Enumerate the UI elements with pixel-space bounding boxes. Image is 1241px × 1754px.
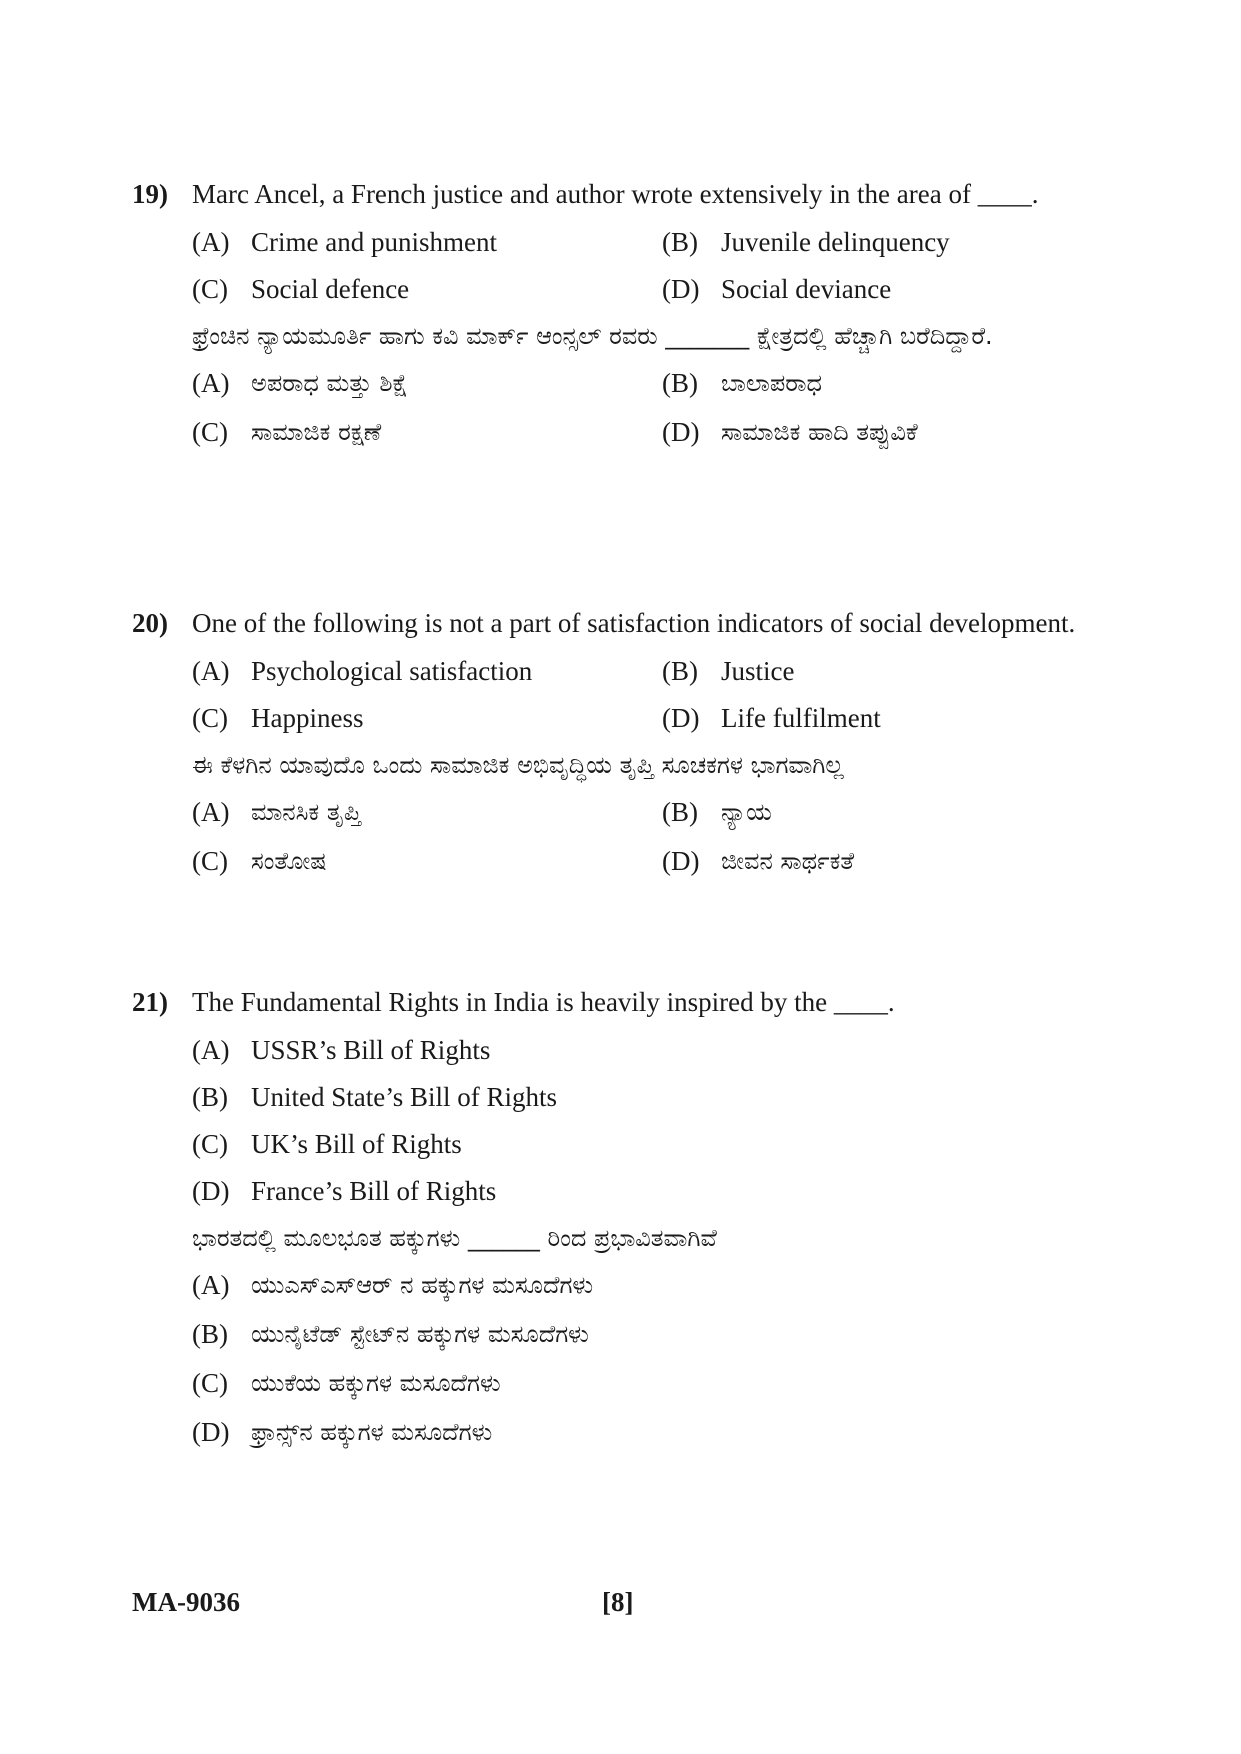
option-d-kannada xyxy=(662,844,1132,878)
option-c-kannada xyxy=(192,844,662,878)
question-20 xyxy=(132,606,1132,878)
option-text: Crime and punishment xyxy=(251,227,497,257)
option-text: United State’s Bill of Rights xyxy=(251,1082,558,1112)
option-label: (A) xyxy=(192,227,230,257)
option-text: Psychological satisfaction xyxy=(251,656,533,686)
option-label: (C) xyxy=(192,1368,228,1398)
option-b xyxy=(192,1080,1092,1114)
option-label: (A) xyxy=(192,368,230,398)
option-label: (D) xyxy=(192,1417,230,1447)
option-text: USSR’s Bill of Rights xyxy=(251,1035,491,1065)
option-label: (A) xyxy=(192,656,230,686)
option-text: ಯುಕೆಯ ಹಕ್ಕುಗಳ ಮಸೂದೆಗಳು xyxy=(251,1369,501,1397)
option-label: (C) xyxy=(192,846,228,876)
option-text: ಸಾಮಾಜಿಕ ರಕ್ಷಣೆ xyxy=(251,418,382,446)
option-label: (A) xyxy=(192,797,230,827)
option-a xyxy=(192,225,662,259)
option-text: ಬಾಲಾಪರಾಧ xyxy=(721,369,822,397)
option-label: (D) xyxy=(662,417,700,447)
option-d-kannada xyxy=(662,415,1132,449)
option-d xyxy=(662,272,1132,306)
option-label: (C) xyxy=(192,274,228,304)
option-text: Social defence xyxy=(251,274,410,304)
option-c xyxy=(192,1127,1092,1161)
page-number: [8] xyxy=(602,1587,634,1617)
question-21 xyxy=(132,985,1132,1449)
option-a-kannada xyxy=(192,366,662,400)
option-c-kannada xyxy=(192,1366,1092,1400)
option-label: (C) xyxy=(192,703,228,733)
option-text: Justice xyxy=(721,656,795,686)
question-text-kannada: ಫ್ರೆಂಚಿನ ನ್ಯಾಯಮೂರ್ತಿ ಹಾಗು ಕವಿ ಮಾರ್ಕ್ ಆಂನ್ಸಲ್ ರವರು _______ ಕ್ಷೇತ್ರದಲ್ಲಿ ಹೆಚ್ಚಾಗಿ ಬರೆದಿದ್ದಾರೆ. xyxy=(192,322,993,350)
option-d xyxy=(662,701,1132,735)
option-text: UK’s Bill of Rights xyxy=(251,1129,462,1159)
option-label: (C) xyxy=(192,417,228,447)
option-text: ಸಂತೋಷ xyxy=(251,847,327,875)
option-text: ಸಾಮಾಜಿಕ ಹಾದಿ ತಪ್ಪುವಿಕೆ xyxy=(721,418,918,446)
option-label: (D) xyxy=(662,846,700,876)
question-19 xyxy=(132,177,1132,449)
question-number: 20) xyxy=(132,608,168,638)
option-text: Life fulfilment xyxy=(721,703,881,733)
question-number: 21) xyxy=(132,987,168,1017)
option-label: (B) xyxy=(662,797,698,827)
question-text: Marc Ancel, a French justice and author wrote extensively in the area of ____. xyxy=(192,179,1039,209)
option-text: ಯುನೈಟೆಡ್ ಸ್ಟೇಟ್‌ನ ಹಕ್ಕುಗಳ ಮಸೂದೆಗಳು xyxy=(251,1320,589,1348)
question-number: 19) xyxy=(132,179,168,209)
option-label: (A) xyxy=(192,1035,230,1065)
option-label: (D) xyxy=(192,1176,230,1206)
option-label: (D) xyxy=(662,274,700,304)
option-text: France’s Bill of Rights xyxy=(251,1176,497,1206)
option-label: (C) xyxy=(192,1129,228,1159)
option-label: (B) xyxy=(192,1082,228,1112)
option-label: (B) xyxy=(192,1319,228,1349)
option-label: (A) xyxy=(192,1270,230,1300)
option-b xyxy=(662,654,1132,688)
option-text: ಅಪರಾಧ ಮತ್ತು ಶಿಕ್ಷೆ xyxy=(251,369,408,397)
question-text-kannada: ಭಾರತದಲ್ಲಿ ಮೂಲಭೂತ ಹಕ್ಕುಗಳು ______ ರಿಂದ ಪ್ರಭಾವಿತವಾಗಿವೆ xyxy=(192,1224,717,1252)
option-text: ಮಾನಸಿಕ ತೃಪ್ತಿ xyxy=(251,798,362,826)
question-text-kannada: ಈ ಕೆಳಗಿನ ಯಾವುದೊ ಒಂದು ಸಾಮಾಜಿಕ ಅಭಿವೃದ್ಧಿಯ ತೃಪ್ತಿ ಸೂಚಕಗಳ ಭಾಗವಾಗಿಲ್ಲ xyxy=(192,751,844,779)
option-text: Juvenile delinquency xyxy=(721,227,950,257)
option-b-kannada xyxy=(662,795,1132,829)
option-d xyxy=(192,1174,1092,1208)
option-text: ಫ್ರಾನ್ಸ್‌ನ ಹಕ್ಕುಗಳ ಮಸೂದೆಗಳು xyxy=(251,1418,493,1446)
option-text: Happiness xyxy=(251,703,364,733)
option-c xyxy=(192,272,662,306)
option-text: Social deviance xyxy=(721,274,892,304)
option-a-kannada xyxy=(192,795,662,829)
option-b-kannada xyxy=(662,366,1132,400)
option-c-kannada xyxy=(192,415,662,449)
option-b xyxy=(662,225,1132,259)
option-b-kannada xyxy=(192,1317,1092,1351)
option-label: (B) xyxy=(662,227,698,257)
paper-code: MA-9036 xyxy=(132,1587,240,1617)
option-label: (B) xyxy=(662,656,698,686)
option-text: ನ್ಯಾಯ xyxy=(721,798,772,826)
option-c xyxy=(192,701,662,735)
option-a-kannada xyxy=(192,1268,1092,1302)
option-a xyxy=(192,1033,1092,1067)
option-a xyxy=(192,654,662,688)
option-d-kannada xyxy=(192,1415,1092,1449)
option-text: ಯುಎಸ್ಎಸ್ಆರ್ ನ ಹಕ್ಕುಗಳ ಮಸೂದೆಗಳು xyxy=(251,1271,594,1299)
question-text: The Fundamental Rights in India is heavily inspired by the ____. xyxy=(192,987,895,1017)
option-label: (D) xyxy=(662,703,700,733)
question-text: One of the following is not a part of satisfaction indicators of social development. xyxy=(192,608,1076,638)
option-text: ಜೀವನ ಸಾರ್ಥಕತೆ xyxy=(721,847,855,875)
option-label: (B) xyxy=(662,368,698,398)
